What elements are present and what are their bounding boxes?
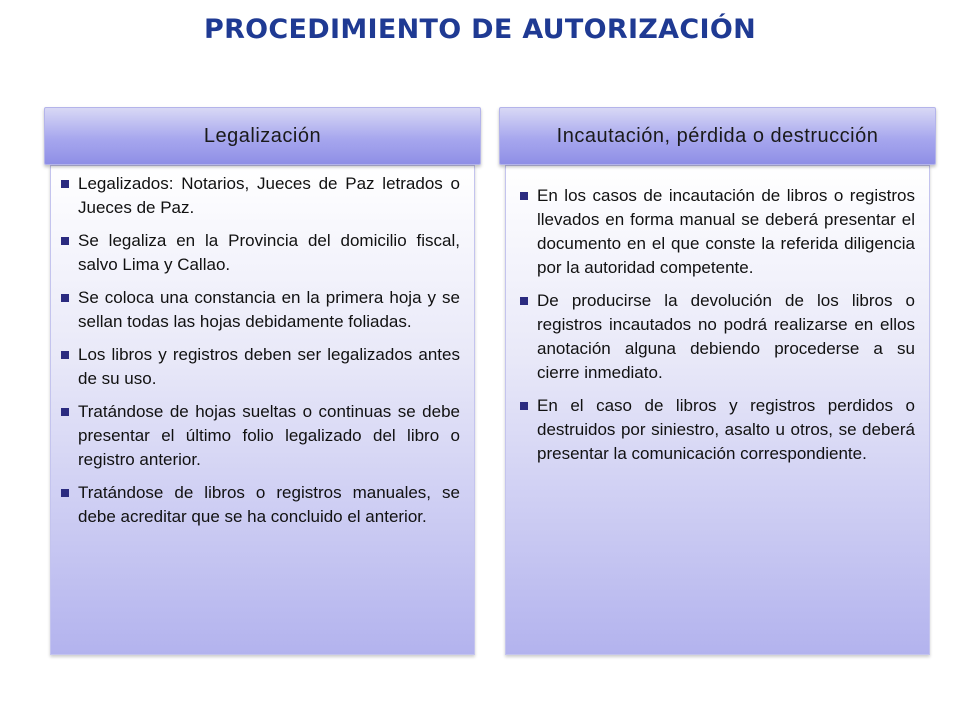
- list-item: [57, 343, 460, 391]
- list-item: [57, 286, 460, 334]
- list-item-text: En los casos de incautación de libros o registros llevados en forma manual se deberá presentar el documento en el que conste la referida diligencia por la autoridad competente.: [537, 186, 915, 277]
- legalizacion-header: Legalización: [44, 107, 481, 165]
- square-bullet-icon: [61, 180, 69, 188]
- list-item: [57, 229, 460, 277]
- list-item-text: De producirse la devolución de los libros o registros incautados no podrá realizarse en ellos anotación alguna debiendo procederse a su cierre inmediato.: [537, 291, 915, 382]
- list-item: [516, 289, 915, 385]
- legalizacion-list: [57, 172, 460, 529]
- square-bullet-icon: [520, 192, 528, 200]
- square-bullet-icon: [61, 294, 69, 302]
- list-item-text: En el caso de libros y registros perdidos o destruidos por siniestro, asalto u otros, se deberá presentar la comunicación correspondiente.: [537, 396, 915, 463]
- list-item-text: Los libros y registros deben ser legalizados antes de su uso.: [78, 345, 460, 388]
- square-bullet-icon: [520, 297, 528, 305]
- list-item: [57, 400, 460, 472]
- list-item-text: Se coloca una constancia en la primera hoja y se sellan todas las hojas debidamente foliadas.: [78, 288, 460, 331]
- incautacion-panel: [499, 107, 936, 655]
- list-item-text: Tratándose de hojas sueltas o continuas se debe presentar el último folio legalizado del libro o registro anterior.: [78, 402, 460, 469]
- incautacion-list: [516, 184, 915, 466]
- list-item: [516, 184, 915, 280]
- square-bullet-icon: [520, 402, 528, 410]
- incautacion-header: Incautación, pérdida o destrucción: [499, 107, 936, 165]
- list-item-text: Se legaliza en la Provincia del domicilio fiscal, salvo Lima y Callao.: [78, 231, 460, 274]
- legalizacion-panel: [44, 107, 481, 655]
- list-item: [57, 172, 460, 220]
- list-item-text: Legalizados: Notarios, Jueces de Paz letrados o Jueces de Paz.: [78, 174, 460, 217]
- list-item: [57, 481, 460, 529]
- list-item-text: Tratándose de libros o registros manuales, se debe acreditar que se ha concluido el anterior.: [78, 483, 460, 526]
- square-bullet-icon: [61, 237, 69, 245]
- slide-title: PROCEDIMIENTO DE AUTORIZACIÓN: [203, 14, 756, 45]
- incautacion-body: [505, 165, 930, 655]
- square-bullet-icon: [61, 351, 69, 359]
- list-item: [516, 394, 915, 466]
- legalizacion-body: [50, 165, 475, 655]
- square-bullet-icon: [61, 408, 69, 416]
- square-bullet-icon: [61, 489, 69, 497]
